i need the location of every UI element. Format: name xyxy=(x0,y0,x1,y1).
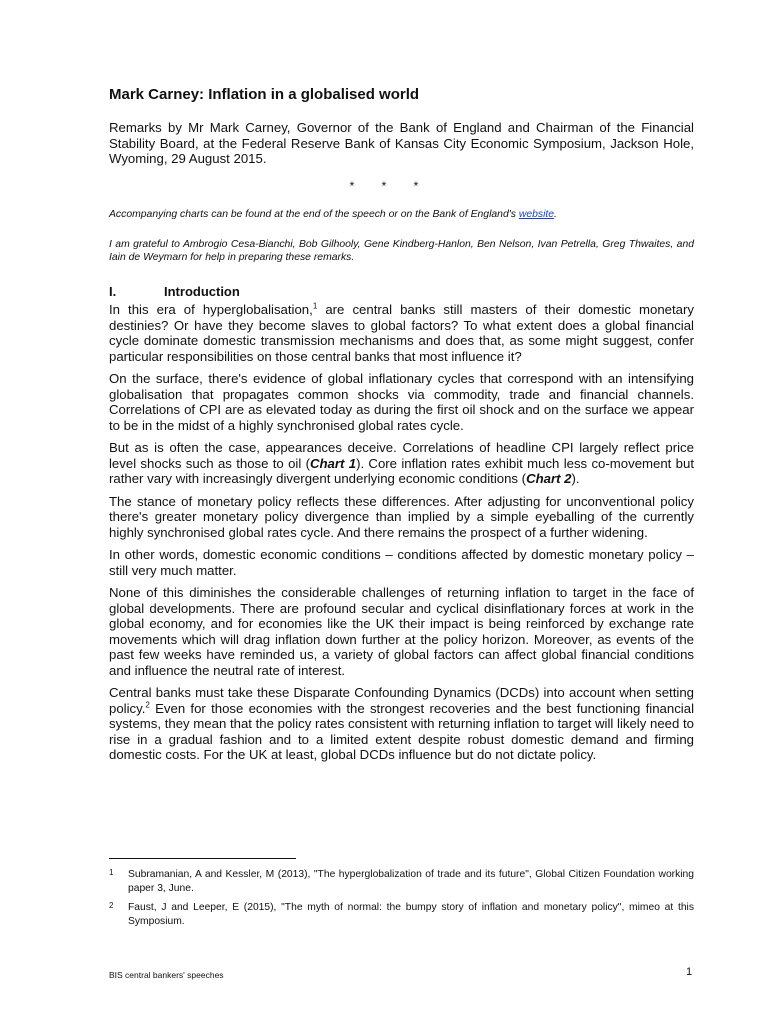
separator-star: * xyxy=(413,179,419,193)
section-separator xyxy=(0,179,768,193)
paragraph-3: But as is often the case, appearances deceive. Correlations of headline CPI largely reflect price level shocks such as those to oil (Chart 1). Core inflation rates exhibit much less co-movement but rather vary with increasingly divergent underlying economic conditions (Chart 2). xyxy=(109,440,694,486)
section-number: I. xyxy=(109,284,117,299)
main-text xyxy=(109,302,694,770)
footnote-divider xyxy=(109,858,296,859)
chart-2-ref: Chart 2 xyxy=(526,471,572,486)
footnote-text: Faust, J and Leeper, E (2015), "The myth of normal: the bumpy story of inflation and monetary policy", mimeo at this Symposium. xyxy=(128,902,694,927)
page-title: Mark Carney: Inflation in a globalised world xyxy=(109,86,420,103)
chart-1-ref: Chart 1 xyxy=(309,455,357,471)
website-link[interactable]: website xyxy=(518,209,555,220)
footnote-mark: 2 xyxy=(109,901,114,910)
paragraph-7: Central banks must take these Disparate Confounding Dynamics (DCDs) into account when setting policy.$^2$ Even for those economies with the strongest recoveries and the best functioning financial systems, they mean that the policy rates consistent with returning inflation to target will likely need to rise in a gradual fashion and to a limited extent despite robust domestic demand and firming domestic costs. For the UK at least, global DCDs influence but do not dictate policy. xyxy=(109,685,694,762)
paragraph-6: None of this diminishes the considerable challenges of returning inflation to target in the face of global developments. There are profound secular and cyclical disinflationary forces at work in the global economy, and for economies like the UK their impact is being reinforced by exchange rate movements which will drag inflation down further at the policy horizon. Moreover, as events of the past few weeks have reminded us, a variety of global factors can affect global financial conditions and influence the neutral rate of interest. xyxy=(109,585,694,678)
remarks-text: Remarks by Mr Mark Carney, Governor of the Bank of England and Chairman of the Financial Stability Board, at the Federal Reserve Bank of Kansas City Economic Symposium, Jackson Hole, Wyoming, 29 August 2015. xyxy=(109,120,694,166)
section-title: Introduction xyxy=(164,284,240,299)
footnote-text: Subramanian, A and Kessler, M (2013), "The hyperglobalization of trade and its future", Global Citizen Foundation working paper 3, June. xyxy=(128,869,694,894)
page-number: 1 xyxy=(686,966,693,978)
footnote xyxy=(109,901,694,928)
acknowledgements xyxy=(109,238,694,264)
separator-star: * xyxy=(381,179,387,193)
footnote xyxy=(109,868,694,895)
footnote-ref-1[interactable]: 1 xyxy=(312,301,318,311)
charts-note-text: Accompanying charts can be found at the end of the speech or on the Bank of England's xyxy=(109,209,519,220)
acknowledgements-text: I am grateful to Ambrogio Cesa-Bianchi, Bob Gilhooly, Gene Kindberg-Hanlon, Ben Nelson, Ivan Petrella, Greg Thwaites, and Iain de Weymarn for help in preparing these remarks. xyxy=(109,239,694,263)
paragraph-2: On the surface, there's evidence of global inflationary cycles that correspond with an intensifying globalisation that propagates common shocks via commodity, trade and financial channels. Correlations of CPI are as elevated today as during the first oil shock and on the surface we appear to be in the midst of a highly synchronised global rates cycle. xyxy=(109,371,694,433)
paragraph-1: In this era of hyperglobalisation,$^1$ are central banks still masters of their domestic monetary destinies? Or have they become slaves to global factors? To what extent does a global financial cycle dominate domestic transmission mechanisms and does that, as some might suggest, confer particular responsibilities on those central banks that most influence it? xyxy=(109,301,695,364)
footnote-ref-2[interactable]: 2 xyxy=(145,700,150,710)
remarks-intro xyxy=(109,120,694,167)
charts-note xyxy=(109,208,694,221)
footnotes xyxy=(109,868,694,934)
section-heading xyxy=(109,284,240,299)
paragraph-4: The stance of monetary policy reflects these differences. After adjusting for unconventional policy there's greater monetary policy divergence than implied by a simple eyeballing of the currently highly synchronised global rates cycle. And there remains the prospect of a further widening. xyxy=(109,493,694,540)
footnote-mark: 1 xyxy=(109,868,114,877)
paragraph-5: In other words, domestic economic conditions – conditions affected by domestic monetary policy – still very much matter. xyxy=(109,547,694,578)
footer-source: BIS central bankers' speeches xyxy=(109,970,224,980)
charts-note-end: . xyxy=(554,209,557,220)
separator-star: * xyxy=(349,179,355,193)
